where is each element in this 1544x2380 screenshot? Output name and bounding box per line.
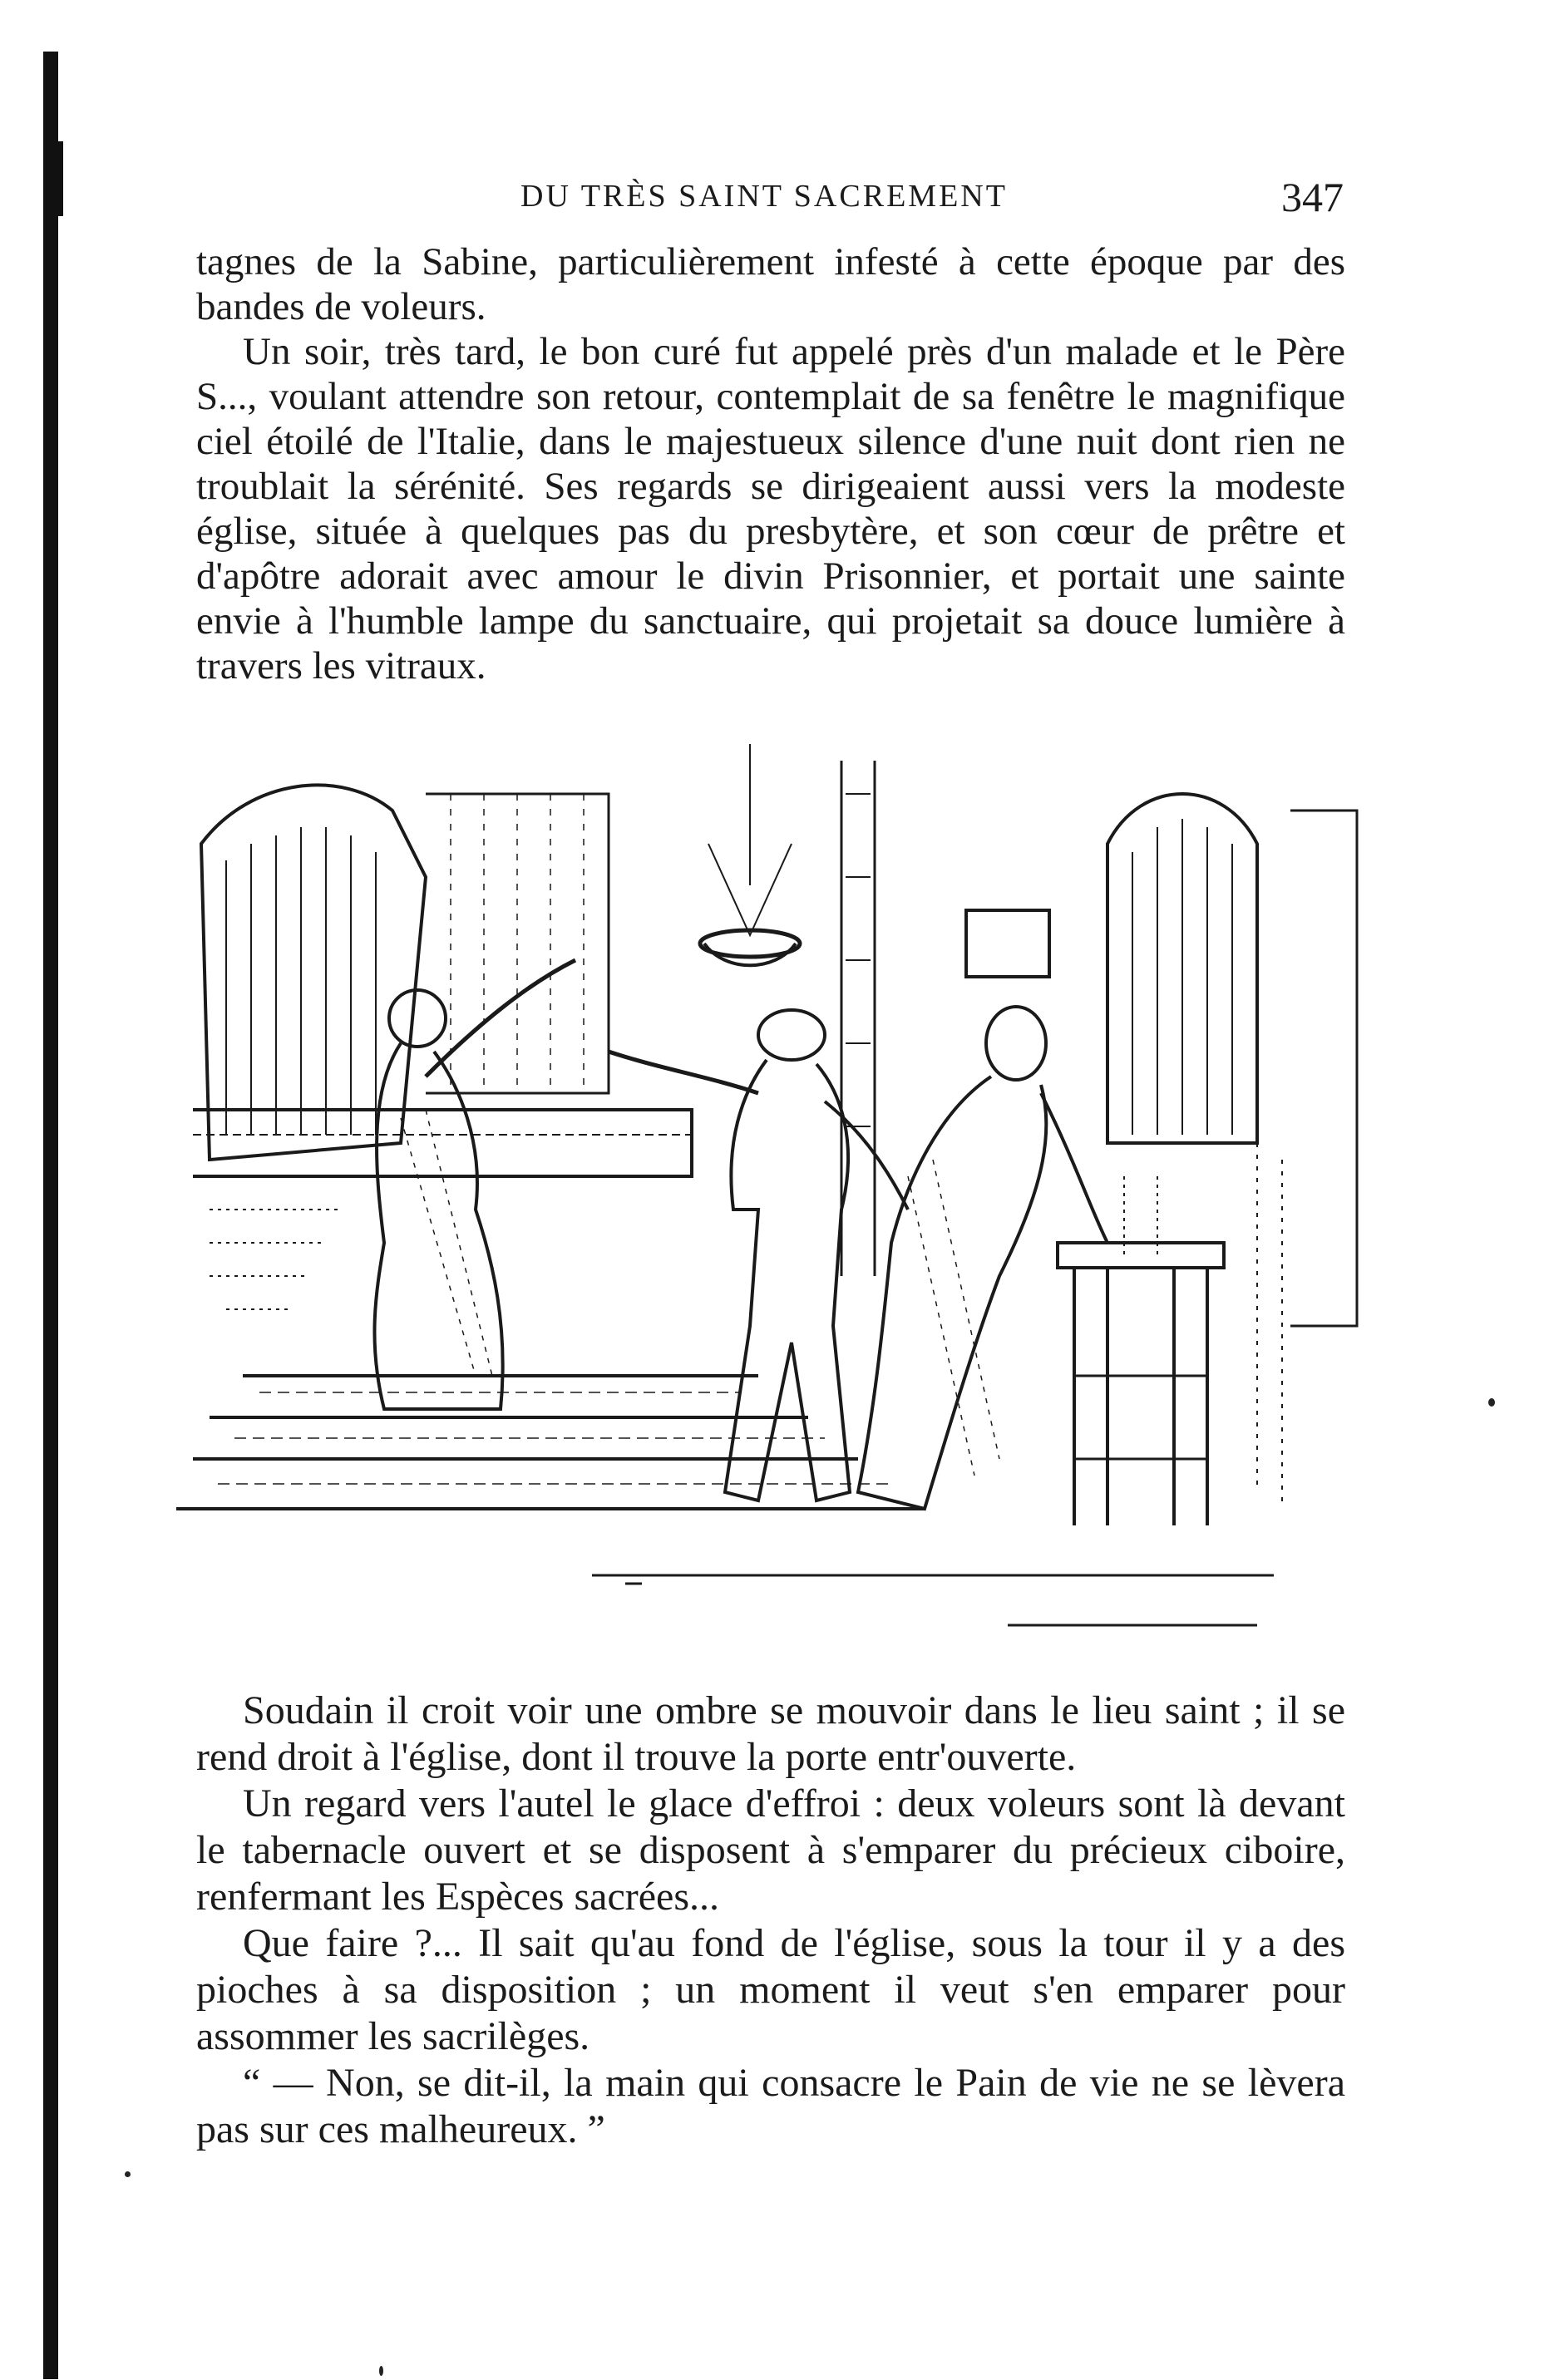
running-head xyxy=(196,174,1344,228)
engraving-church-scene-icon xyxy=(176,744,1374,1683)
paragraph-quote: “ — Non, se dit-il, la main qui consacre le Pain de vie ne se lèvera pas sur ces malheureux. ” xyxy=(196,2061,1345,2151)
paragraph-altar-glance: Un regard vers l'autel le glace d'effroi : deux voleurs sont là devant le tabernacle ouvert et se disposent à s'emparer du précieux ciboire, renfermant les Espèces sacrées... xyxy=(196,1781,1345,1919)
ink-speck xyxy=(379,2366,383,2376)
bottom-text-block xyxy=(196,1688,1345,2153)
paragraph-evening: Un soir, très tard, le bon curé fut appelé près d'un malade et le Père S..., voulant attendre son retour, contemplait de sa fenêtre le magnifique ciel étoilé de l'Italie, dans le majestueux silence d'une nuit dont rien ne troublait la sérénité. Ses regards se dirigeaient aussi vers la modeste église, située à quelques pas du presbytère, et son cœur de prêtre et d'apôtre adorait avec amour le divin Prisonnier, et portait une sainte envie à l'humble lampe du sanctuaire, qui projetait sa douce lumière à travers les vitraux. xyxy=(196,330,1345,687)
paragraph-continuation: tagnes de la Sabine, particulièrement infesté à cette époque par des bandes de voleurs. xyxy=(196,240,1345,328)
ink-speck xyxy=(125,2171,131,2177)
paragraph-suddenly: Soudain il croit voir une ombre se mouvoir dans le lieu saint ; il se rend droit à l'église, dont il trouve la porte entr'ouverte. xyxy=(196,1688,1345,1779)
page-edge-shadow xyxy=(43,52,58,2379)
top-text-block xyxy=(196,239,1345,688)
running-title: DU TRÈS SAINT SACREMENT xyxy=(520,179,1008,214)
paragraph-what-to-do: Que faire ?... Il sait qu'au fond de l'église, sous la tour il y a des pioches à sa disposition ; un moment il veut s'en emparer pour assommer les sacrilèges. xyxy=(196,1921,1345,2058)
ink-speck xyxy=(1488,1398,1495,1407)
illustration-svg xyxy=(176,744,1374,1683)
page-edge-notch xyxy=(58,141,63,216)
page-number: 347 xyxy=(1281,174,1344,220)
